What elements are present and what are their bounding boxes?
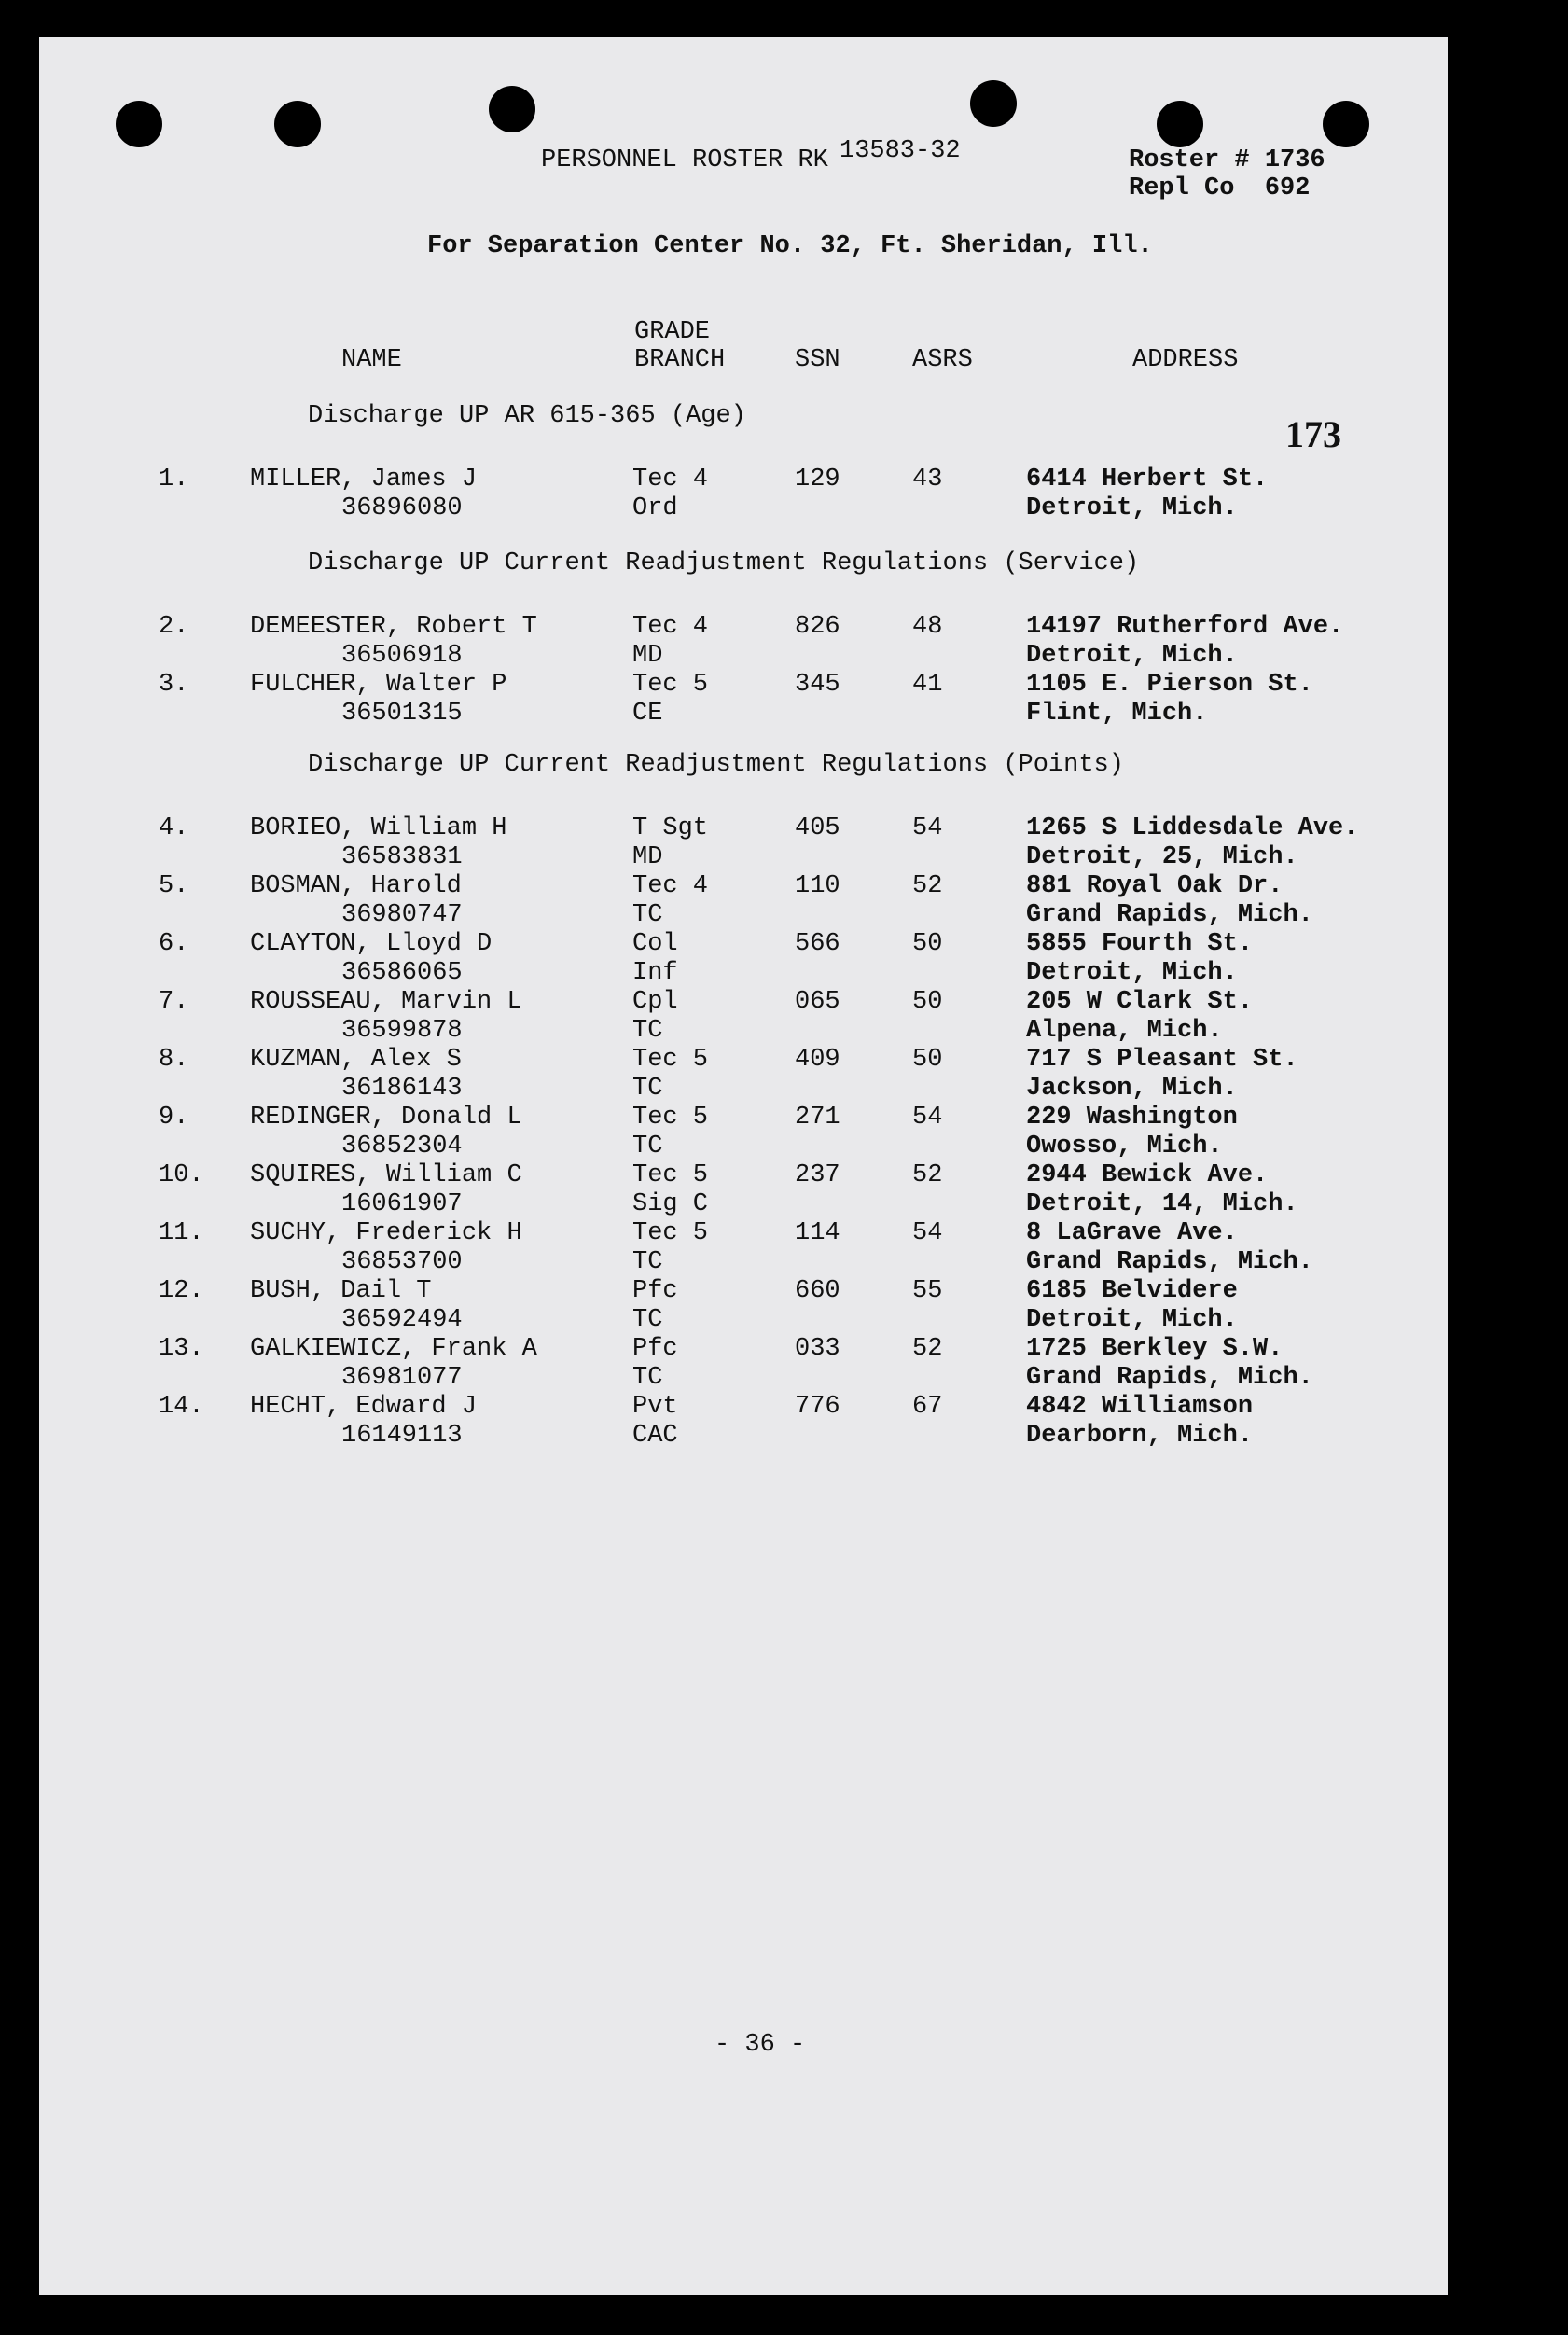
grade: Cpl: [632, 988, 678, 1016]
address-line-1: 1265 S Liddesdale Ave.: [1026, 814, 1359, 842]
address-line-2: Detroit, 25, Mich.: [1026, 843, 1298, 871]
serial-number: 36599878: [341, 1017, 463, 1045]
ssn: 776: [795, 1393, 840, 1421]
serial-number: 36586065: [341, 959, 463, 987]
row-number: 11.: [159, 1219, 204, 1247]
row-number: 9.: [159, 1104, 189, 1132]
asrs: 55: [912, 1277, 943, 1305]
serial-number: 36981077: [341, 1364, 463, 1392]
branch: Inf: [632, 959, 678, 987]
asrs: 48: [912, 613, 943, 641]
address-line-1: 2944 Bewick Ave.: [1026, 1161, 1269, 1189]
person-name: GALKIEWICZ, Frank A: [250, 1335, 537, 1363]
asrs: 54: [912, 1104, 943, 1132]
serial-number: 36592494: [341, 1306, 463, 1334]
person-name: REDINGER, Donald L: [250, 1104, 522, 1132]
ssn: 409: [795, 1046, 840, 1074]
branch: Ord: [632, 494, 678, 522]
section-title: Discharge UP Current Readjustment Regulations (Service): [308, 549, 1140, 577]
grade: Pvt: [632, 1393, 678, 1421]
asrs: 52: [912, 1161, 943, 1189]
serial-number: 36853700: [341, 1248, 463, 1276]
row-number: 4.: [159, 814, 189, 842]
address-line-2: Grand Rapids, Mich.: [1026, 1364, 1313, 1392]
address-line-1: 5855 Fourth St.: [1026, 930, 1254, 958]
branch: CE: [632, 700, 663, 728]
subtitle: For Separation Center No. 32, Ft. Sheridan, Ill.: [427, 232, 1153, 260]
branch: TC: [632, 1364, 663, 1392]
section-title: Discharge UP Current Readjustment Regulations (Points): [308, 751, 1124, 779]
punch-hole: [970, 80, 1017, 127]
col-grade: GRADE: [634, 318, 711, 346]
roster-number: Roster # 1736: [1129, 146, 1325, 174]
address-line-1: 1105 E. Pierson St.: [1026, 671, 1313, 699]
row-number: 1.: [159, 466, 189, 493]
punch-hole: [116, 101, 162, 147]
grade: Tec 5: [632, 1046, 709, 1074]
row-number: 12.: [159, 1277, 204, 1305]
address-line-2: Detroit, Mich.: [1026, 1306, 1238, 1334]
address-line-2: Grand Rapids, Mich.: [1026, 1248, 1313, 1276]
serial-number: 36896080: [341, 494, 463, 522]
asrs: 50: [912, 1046, 943, 1074]
branch: CAC: [632, 1422, 678, 1450]
grade: T Sgt: [632, 814, 709, 842]
address-line-2: Detroit, Mich.: [1026, 959, 1238, 987]
asrs: 54: [912, 1219, 943, 1247]
address-line-1: 6185 Belvidere: [1026, 1277, 1238, 1305]
roster-title: PERSONNEL ROSTER RK: [541, 146, 828, 174]
grade: Pfc: [632, 1335, 678, 1363]
col-asrs: ASRS: [912, 346, 973, 374]
asrs: 43: [912, 466, 943, 493]
branch: TC: [632, 901, 663, 929]
address-line-2: Detroit, Mich.: [1026, 642, 1238, 670]
grade: Tec 4: [632, 613, 709, 641]
address-line-1: 6414 Herbert St.: [1026, 466, 1269, 493]
address-line-2: Grand Rapids, Mich.: [1026, 901, 1313, 929]
ssn: 660: [795, 1277, 840, 1305]
branch: TC: [632, 1248, 663, 1276]
address-line-2: Alpena, Mich.: [1026, 1017, 1223, 1045]
punch-hole: [1323, 101, 1369, 147]
ssn: 065: [795, 988, 840, 1016]
punch-hole: [489, 86, 535, 132]
asrs: 67: [912, 1393, 943, 1421]
grade: Tec 5: [632, 1161, 709, 1189]
branch: TC: [632, 1075, 663, 1103]
serial-number: 36852304: [341, 1133, 463, 1161]
col-name: NAME: [341, 346, 402, 374]
asrs: 41: [912, 671, 943, 699]
branch: TC: [632, 1133, 663, 1161]
person-name: BUSH, Dail T: [250, 1277, 432, 1305]
roster-code: 13583-32: [840, 137, 961, 165]
address-line-2: Jackson, Mich.: [1026, 1075, 1238, 1103]
person-name: SUCHY, Frederick H: [250, 1219, 522, 1247]
address-line-1: 881 Royal Oak Dr.: [1026, 872, 1284, 900]
asrs: 52: [912, 1335, 943, 1363]
grade: Tec 4: [632, 466, 709, 493]
person-name: SQUIRES, William C: [250, 1161, 522, 1189]
ssn: 237: [795, 1161, 840, 1189]
grade: Tec 5: [632, 1104, 709, 1132]
section-title: Discharge UP AR 615-365 (Age): [308, 402, 746, 430]
ssn: 129: [795, 466, 840, 493]
address-line-1: 1725 Berkley S.W.: [1026, 1335, 1284, 1363]
row-number: 3.: [159, 671, 189, 699]
branch: TC: [632, 1306, 663, 1334]
col-ssn: SSN: [795, 346, 840, 374]
person-name: FULCHER, Walter P: [250, 671, 507, 699]
row-number: 5.: [159, 872, 189, 900]
ssn: 033: [795, 1335, 840, 1363]
row-number: 6.: [159, 930, 189, 958]
col-address: ADDRESS: [1132, 346, 1239, 374]
person-name: ROUSSEAU, Marvin L: [250, 988, 522, 1016]
ssn: 110: [795, 872, 840, 900]
row-number: 13.: [159, 1335, 204, 1363]
row-number: 8.: [159, 1046, 189, 1074]
serial-number: 36186143: [341, 1075, 463, 1103]
person-name: KUZMAN, Alex S: [250, 1046, 462, 1074]
branch: MD: [632, 843, 663, 871]
person-name: HECHT, Edward J: [250, 1393, 478, 1421]
ssn: 271: [795, 1104, 840, 1132]
grade: Col: [632, 930, 678, 958]
row-number: 14.: [159, 1393, 204, 1421]
address-line-2: Detroit, Mich.: [1026, 494, 1238, 522]
person-name: MILLER, James J: [250, 466, 478, 493]
address-line-1: 4842 Williamson: [1026, 1393, 1254, 1421]
serial-number: 16149113: [341, 1422, 463, 1450]
serial-number: 36501315: [341, 700, 463, 728]
address-line-2: Owosso, Mich.: [1026, 1133, 1223, 1161]
serial-number: 36506918: [341, 642, 463, 670]
ssn: 345: [795, 671, 840, 699]
address-line-1: 14197 Rutherford Ave.: [1026, 613, 1344, 641]
grade: Tec 5: [632, 1219, 709, 1247]
address-line-1: 8 LaGrave Ave.: [1026, 1219, 1238, 1247]
address-line-1: 717 S Pleasant St.: [1026, 1046, 1298, 1074]
serial-number: 16061907: [341, 1190, 463, 1218]
branch: MD: [632, 642, 663, 670]
address-line-2: Detroit, 14, Mich.: [1026, 1190, 1298, 1218]
punch-hole: [274, 101, 321, 147]
ssn: 826: [795, 613, 840, 641]
asrs: 52: [912, 872, 943, 900]
branch: Sig C: [632, 1190, 709, 1218]
col-branch: BRANCH: [634, 346, 726, 374]
stamp-number: 173: [1285, 413, 1341, 455]
grade: Tec 4: [632, 872, 709, 900]
row-number: 10.: [159, 1161, 204, 1189]
asrs: 50: [912, 930, 943, 958]
row-number: 7.: [159, 988, 189, 1016]
person-name: DEMEESTER, Robert T: [250, 613, 537, 641]
address-line-1: 205 W Clark St.: [1026, 988, 1254, 1016]
serial-number: 36583831: [341, 843, 463, 871]
address-line-1: 229 Washington: [1026, 1104, 1238, 1132]
asrs: 50: [912, 988, 943, 1016]
repl-company: Repl Co 692: [1129, 174, 1311, 202]
person-name: CLAYTON, Lloyd D: [250, 930, 493, 958]
grade: Pfc: [632, 1277, 678, 1305]
ssn: 566: [795, 930, 840, 958]
serial-number: 36980747: [341, 901, 463, 929]
row-number: 2.: [159, 613, 189, 641]
address-line-2: Flint, Mich.: [1026, 700, 1208, 728]
page-number: - 36 -: [715, 2031, 806, 2059]
punch-hole: [1157, 101, 1203, 147]
person-name: BORIEO, William H: [250, 814, 507, 842]
person-name: BOSMAN, Harold: [250, 872, 462, 900]
address-line-2: Dearborn, Mich.: [1026, 1422, 1254, 1450]
branch: TC: [632, 1017, 663, 1045]
asrs: 54: [912, 814, 943, 842]
ssn: 114: [795, 1219, 840, 1247]
grade: Tec 5: [632, 671, 709, 699]
ssn: 405: [795, 814, 840, 842]
